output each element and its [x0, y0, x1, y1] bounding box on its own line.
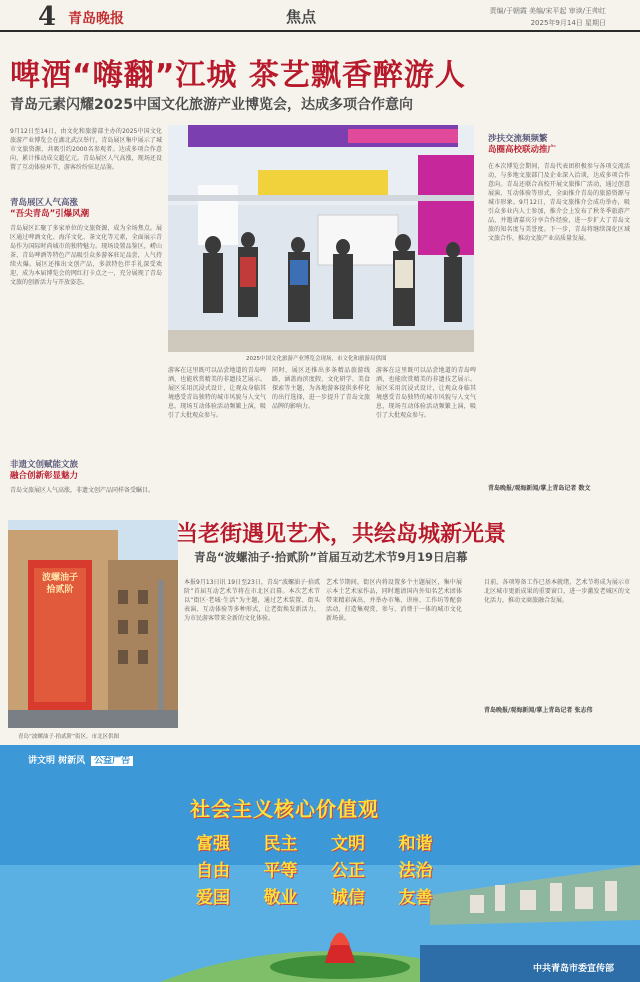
street-sign	[34, 572, 86, 596]
expo-photo-caption: 2025中国文化旅游产业博览会现场，市文化和旅游局供图	[246, 356, 387, 362]
value-item: 和谐	[398, 834, 433, 854]
ad-tag-public: 公益广告	[91, 756, 133, 766]
value-item: 富强	[196, 834, 230, 854]
section-title: 焦点	[286, 8, 317, 26]
ad-tag	[28, 753, 133, 766]
story1-subsection-2	[10, 460, 162, 482]
story1-subhead: 青岛元素闪耀2025中国文化旅游产业博览会，达成多项合作意向	[10, 97, 413, 113]
story2-col2-body: 艺术节期间，街区内将设置多个主题展区，集中展示本土艺术家作品，同时邀请国内外知名艺术团体带来精彩演出，并举办市集、讲座、工作坊等配套活动，打造集观赏、参与、消费于一体的城市文化新场景。	[326, 579, 462, 622]
date-info: 2025年9月14日 星期日	[530, 19, 606, 27]
value-item: 平等	[263, 861, 298, 881]
public-service-ad	[0, 745, 640, 982]
story2-headline: 当老街遇见艺术，共绘岛城新光景	[176, 522, 507, 547]
street-sign-line2: 拾贰阶	[46, 585, 74, 595]
value-item: 公正	[331, 861, 365, 881]
core-values-grid	[196, 829, 466, 908]
value-item: 文明	[331, 834, 365, 854]
value-item: 友善	[398, 888, 433, 908]
value-item: 法治	[398, 861, 433, 881]
value-item: 民主	[263, 834, 298, 854]
right-subsection-line2: 岛圈高校联动推广	[488, 145, 557, 155]
story1-col2-body: 游客在这里既可以品尝地道的青岛啤酒，也能欣赏精美的非遗技艺展示。展区采用沉浸式设计，让观众身临其境感受青岛独特的城市风貌与人文气息，现场互动体验活动频繁上演，吸引了大批观众参与。	[168, 367, 266, 419]
right-subsection-line1: 涉扶交流频频繁	[488, 134, 548, 144]
value-item: 敬业	[263, 888, 298, 908]
story2-col1-body: 本报9月13日讯 19日至23日，青岛“波螺油子·拾贰阶”首届互动艺术节将在市北区启幕。本次艺术节以“街区·老城·生活”为主题，通过艺术装置、街头表演、互动体验等多种形式，让老街焕发新活力，为市民游客带来全新的文化体验。	[184, 579, 320, 622]
value-item: 诚信	[331, 888, 365, 908]
expo-photo-illustration	[168, 125, 474, 352]
subsection-1-line2: “吾尖青岛”引爆风潮	[10, 209, 90, 219]
ad-sponsor: 中共青岛市委宣传部	[532, 964, 614, 974]
expo-photo	[168, 125, 474, 352]
page-header	[0, 0, 640, 32]
story2-subhead: 青岛“波螺油子·拾贰阶”首届互动艺术节9月19日启幕	[194, 550, 468, 564]
story2-col3-body: 目前，各项筹备工作已基本就绪，艺术节将成为展示市北区城市更新成果的重要窗口，进一步激发老城区的文化活力，推动文商旅融合发展。	[484, 579, 630, 604]
subsection-2-line2: 融合创新彰显魅力	[10, 471, 79, 481]
subsection-1-line1: 青岛展区人气高涨	[10, 198, 79, 208]
street-sign-line1: 波螺油子	[41, 573, 78, 583]
street-photo-caption: 青岛“波螺油子·拾贰阶”街区，市北区供图	[18, 734, 119, 740]
story1-headline: 啤酒“嗨翻”江城 茶艺飘香醉游人	[10, 58, 466, 93]
page-number: 4	[38, 2, 57, 32]
story1-byline: 青岛晚报/观海新闻/掌上青岛记者 数文	[488, 485, 591, 492]
paper-name: 青岛晚报	[68, 11, 124, 27]
story1-lead-text: 9月12日至14日，由文化和旅游部主办的2025中国文化旅游产业博览会在湖北武汉举行，青岛展区集中展示了城市文旅资源，共吸引约2000名参观者。达成多项合作意向，累计推动成交超亿元。青岛展区人气高涨，现场还设置了互动体验环节，游客纷纷驻足品鉴。	[10, 128, 162, 171]
street-photo	[8, 520, 178, 728]
value-item: 爱国	[196, 888, 230, 908]
street-photo-illustration	[8, 520, 178, 728]
ad-tag-civility: 讲文明 树新风	[28, 756, 86, 766]
story1-col1-body: 青岛展区汇聚了多家单位的文旅资源，成为全场焦点。展区通过啤酒文化、海洋文化、茶文化等元素，全面展示青岛作为国际时尚城市的独特魅力。现场设置品鉴区，崂山茶、青岛啤酒等特色产品吸引众多游客驻足品尝，人气持续火爆。展区还推出文创产品，多款特色伴手礼深受欢迎，成为本届博览会的网红打卡点之一，充分展现了青岛文旅的创新活力与开放姿态。	[10, 225, 162, 286]
value-item: 自由	[196, 861, 230, 881]
story1-col1-tail: 青岛文旅展区人气高涨，非遗文创产品同样备受瞩目。	[10, 487, 155, 494]
editor-info: 责编/于朝霞 美编/宋平起 审读/王帅红	[489, 7, 606, 15]
story1-col3b-body: 游客在这里既可以品尝地道的青岛啤酒，也能欣赏精美的非遗技艺展示。展区采用沉浸式设计，让观众身临其境感受青岛独特的城市风貌与人文气息，现场互动体验活动频繁上演，吸引了大批观众参与。	[376, 367, 476, 419]
story1-subsection-1	[10, 198, 162, 220]
ad-title: 社会主义核心价值观	[190, 797, 379, 821]
story2-byline: 青岛晚报/观海新闻/掌上青岛记者 张志伟	[484, 707, 593, 714]
story1-col3-body: 同时，展区还推出多条精品旅游线路，涵盖海滨度假、文化研学、美食探索等主题，为各地游客提供多样化的出行选择，进一步提升了青岛文旅品牌的影响力。	[272, 367, 370, 410]
story1-right-body: 在本次博览会期间，青岛代表团积极参与各项交流活动，与多地文旅部门及企业深入洽谈，达成多项合作意向。青岛还联合高校开展文旅推广活动，通过创意展演、互动体验等形式，全面推介青岛的旅游资源与城市形象。9月12日，青岛文旅推介会成功举办，吸引众多业内人士参加，推介会上发布了秋冬季旅游产品，并邀请嘉宾分享合作经验，进一步扩大了青岛文旅的知名度与美誉度。下一步，青岛将继续深化区域文旅合作，推动文旅产业高质量发展。	[488, 163, 630, 242]
story1-right-subsection	[488, 134, 628, 156]
subsection-2-line1: 非遗文创赋能文旅	[10, 460, 79, 470]
